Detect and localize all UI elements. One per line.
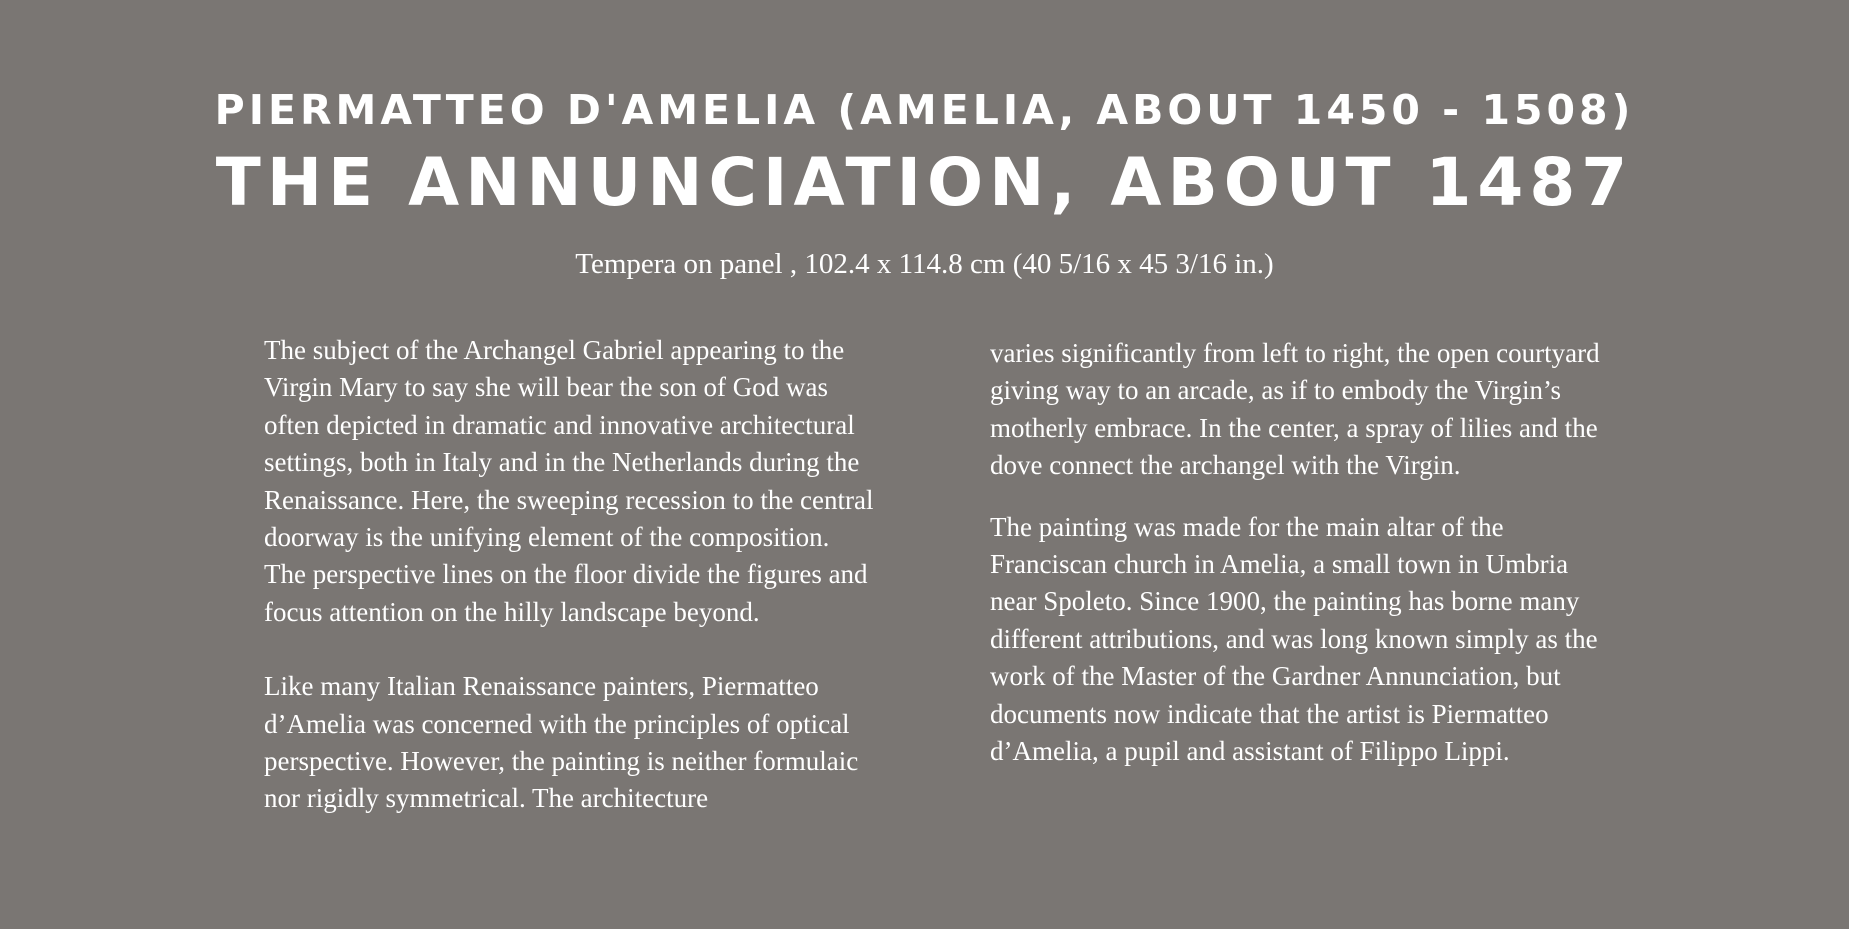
- description-column-right: [990, 335, 1600, 770]
- description-paragraph: The painting was made for the main altar of the Franciscan church in Amelia, a small town in Umbria near Spoleto. Since 1900, the painting has borne many different attributions, and was long known simply as the work of the Master of the Gardner Annunciation, but documents now indicate that the artist is Piermatteo d’Amelia, a pupil and assistant of Filippo Lippi.: [990, 511, 1598, 767]
- description-paragraph: The subject of the Archangel Gabriel appearing to the Virgin Mary to say she will bear the son of God was often depicted in dramatic and innovative architectural settings, both in Italy and in the Netherlands during the Renaissance. Here, the sweeping recession to the central doorway is the unifying element of the composition. The perspective lines on the floor divide the figures and focus attention on the hilly landscape beyond.: [264, 335, 874, 627]
- artist-name: PIERMATTEO D'AMELIA (AMELIA, ABOUT 1450 - 1508): [214, 86, 1635, 134]
- description-paragraph: varies significantly from left to right, the open courtyard giving way to an arcade, as if to embody the Virgin’s motherly embrace. In the center, a spray of lilies and the dove connect the archangel with the Virgin.: [990, 338, 1600, 481]
- artwork-medium: Tempera on panel , 102.4 x 114.8 cm (40 5/16 x 45 3/16 in.): [575, 248, 1274, 280]
- description-column-left: [264, 332, 874, 818]
- artwork-title: THE ANNUNCIATION, ABOUT 1487: [215, 144, 1634, 221]
- label-header: [0, 82, 1849, 226]
- description-paragraph: Like many Italian Renaissance painters, Piermatteo d’Amelia was concerned with the principles of optical perspective. However, the painting is neither formulaic nor rigidly symmetrical. The architecture: [264, 671, 859, 814]
